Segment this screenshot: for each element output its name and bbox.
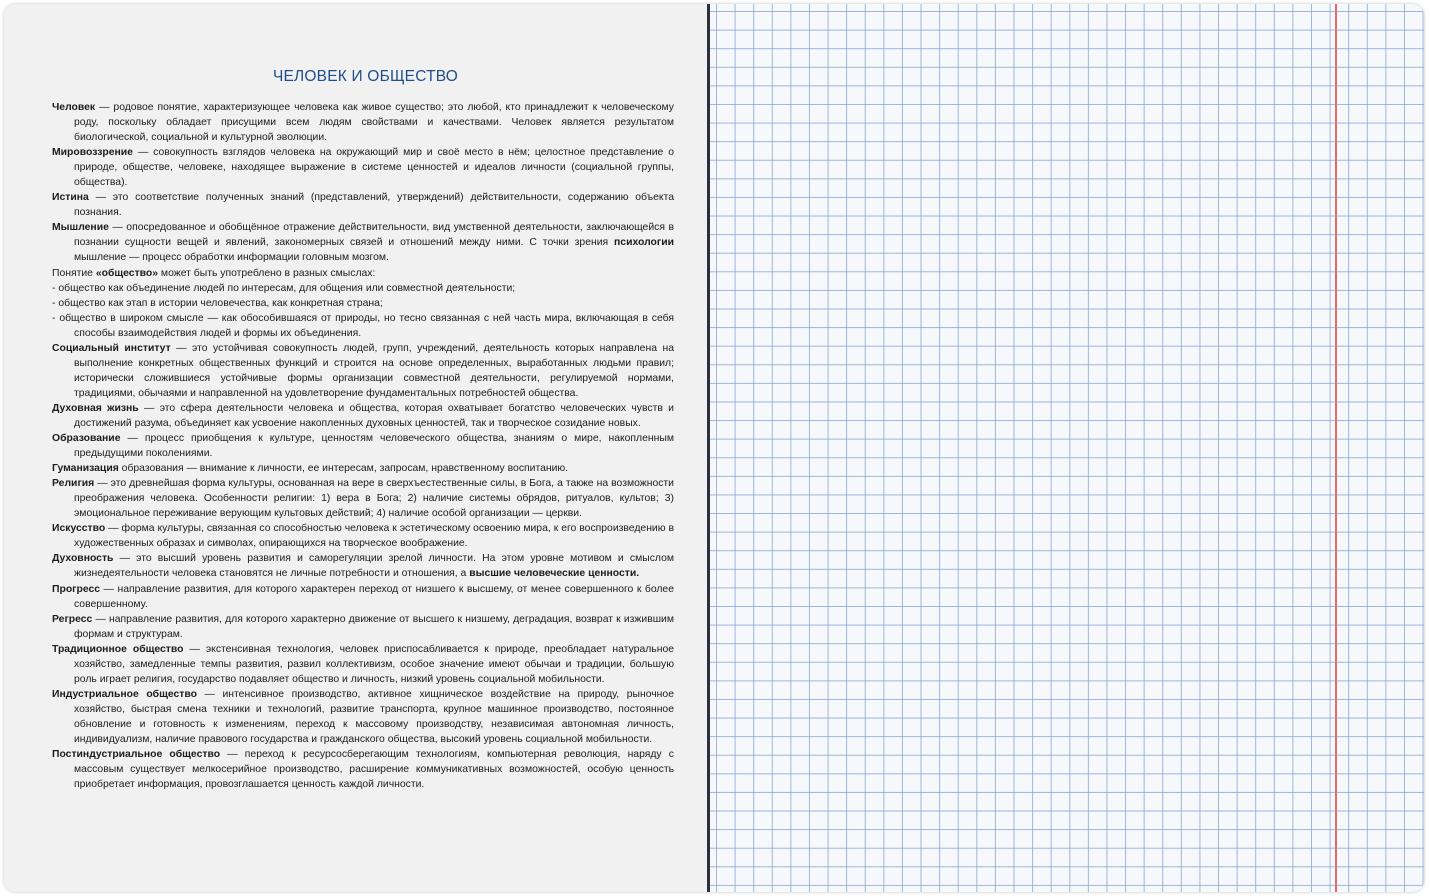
definition-term: Регресс (52, 613, 93, 625)
definition-entry (52, 190, 674, 220)
society-bullet: - общество в широком смысле — как обособившаяся от природы, но тесно связанная с ней часть мира, включающая в себя способы взаимодействия людей и формы их объединения. (52, 312, 674, 339)
definition-entry (52, 582, 674, 612)
definition-term: Мышление (52, 222, 109, 234)
margin-line (1335, 4, 1337, 892)
definition-entry (52, 341, 674, 401)
definition-text-after: мышление — процесс обработки информации головным мозгом. (74, 252, 389, 264)
definition-entry (52, 220, 674, 265)
definition-text: — форма культуры, связанная со способностью человека к эстетическому освоению мира, к его воспроизведению в художественных образах и символах, опирающихся на творческое воображение. (74, 523, 674, 550)
definition-entry (52, 476, 674, 521)
definition-term: Духовная жизнь (52, 402, 139, 414)
definition-entry (52, 642, 674, 687)
left-page (4, 4, 707, 892)
definition-term: Человек (52, 102, 96, 113)
definition-entry (52, 551, 674, 581)
definition-term: Религия (52, 478, 95, 490)
definition-text: — направление развития, для которого характерно движение от высшего к низшему, деградация, возврат к изжившим формам и структурам. (74, 613, 674, 640)
definition-text: — родовое понятие, характеризующее человека как живое существо; это любой, кто принадлежит к человеческому роду, поскольку обладает присущими всем людям свойствами и качествами. Человек является результатом биологической, социальной и культурной эволюции. (74, 102, 674, 144)
definition-term: Традиционное общество (52, 643, 184, 655)
definition-emphasis: высшие человеческие ценности. (469, 568, 640, 580)
definition-term: Истина (52, 192, 89, 204)
definition-term: Гуманизация (52, 463, 119, 475)
society-intro: Понятие «общество» может быть употреблено в разных смыслах: (52, 267, 376, 279)
definition-entry (52, 747, 674, 792)
definition-text: — это высший уровень развития и саморегуляции зрелой личности. На этом уровне мотивом и смыслом жизнедеятельности человека становятся не личные потребности и отношения, а (74, 553, 674, 580)
definition-term: Индустриальное общество (52, 688, 197, 700)
definition-text: — это соответствие полученных знаний (представлений, утверждений) действительности, содержанию объекта познания. (74, 192, 674, 219)
definition-term: Постиндустриальное общество (52, 749, 221, 761)
definition-entry (52, 100, 674, 145)
notebook-spread (4, 4, 1424, 892)
definition-term: Мировоззрение (52, 147, 133, 159)
definition-text: — это древнейшая форма культуры, основанная на вере в сверхъестественные силы, в Бога, а также на возможности преображения человека. Особенности религии: 1) вера в Бога; 2) наличие системы обрядов, ритуалов, культов; 3) эмоциональное переживание верующим культовых действий; 4) наличие особой организации — церкви. (74, 478, 674, 520)
definition-text: — экстенсивная технология, человек приспосабливается к природе, преобладает натуральное хозяйство, замедленные темпы развития, развил коллективизм, особое значение имеют обычаи и традиции, большую роль играет религия, государство подавляет общество и личность, низкий уровень социальной мобильности. (74, 643, 674, 685)
definition-term: Духовность (52, 553, 114, 565)
definition-text: — направление развития, для которого характерен переход от низшего к высшему, от менее совершенного к более совершенному. (74, 583, 674, 610)
definition-term: Искусство (52, 523, 106, 535)
definition-text: — интенсивное производство, активное хищническое воздействие на природу, рыночное хозяйство, быстрая смена техники и технологий, развитие транспорта, крупное машинное производство, постоянное обновление и готовность к изменениям, переход к массовому производству, независимая автономная личность, индивидуализм, наличие правового государства и гражданского общества, высокий уровень социальной мобильности. (74, 688, 674, 745)
definition-term: Образование (52, 433, 121, 445)
society-bullet: - общество как объединение людей по интересам, для общения или совместной деятельности; (52, 282, 516, 294)
definition-text: — это устойчивая совокупность людей, групп, учреждений, деятельность которых направлена на выполнение конкретных общественных функций и строится на основе определенных, выработанных людьми правил; исторически сложившиеся устойчивые формы организации совместной деятельности, регулируемой нормами, традициями, обычаями и направленной на удовлетворение фундаментальных потребностей общества. (74, 342, 674, 399)
definition-text: — переход к ресурсосберегающим технологиям, компьютерная революция, наряду с массовым существует мелкосерийное производство, расширение коммуникативных возможностей, особую ценность приобретает информация, провозглашается ценность каждой личности. (74, 749, 675, 791)
definitions-list (52, 100, 674, 792)
definition-entry (52, 145, 674, 190)
definition-entry (52, 461, 674, 476)
definition-text: — это сфера деятельности человека и общества, которая охватывает богатство человеческих чувств и достижений разума, объединяет как усвоение накопленных духовных ценностей, так и творческое созидание новых. (74, 402, 674, 429)
definition-entry (52, 687, 674, 747)
definition-text: — совокупность взглядов человека на окружающий мир и своё место в нём; целостное представление о природе, обществе, человеке, находящее выражение в системе ценностей и идеалов личности (социальной группы, общества). (74, 147, 674, 189)
definition-term: Социальный институт (52, 342, 171, 354)
definition-text: — процесс приобщения к культуре, ценностям человеческого общества, знаниям о мире, накопленным предыдущими поколениями. (74, 433, 674, 460)
definition-emphasis: психологии (614, 237, 674, 249)
definition-text: образования — внимание к личности, ее интересам, запросам, нравственному воспитанию. (118, 463, 569, 475)
society-bullet: - общество как этап в истории человечества, как конкретная страна; (52, 297, 383, 309)
definition-term: Прогресс (52, 583, 101, 595)
definition-entry (52, 431, 674, 461)
grid-page (710, 4, 1424, 892)
definition-entry (52, 521, 674, 551)
definition-entry (52, 612, 674, 642)
definition-entry (52, 401, 674, 431)
definition-text: — опосредованное и обобщённое отражение действительности, вид умственной деятельности, заключающейся в познании сущности вещей и явлений, закономерных связей и отношений между ними. С точки зрения (74, 222, 674, 249)
page-title: ЧЕЛОВЕК И ОБЩЕСТВО (272, 68, 459, 85)
